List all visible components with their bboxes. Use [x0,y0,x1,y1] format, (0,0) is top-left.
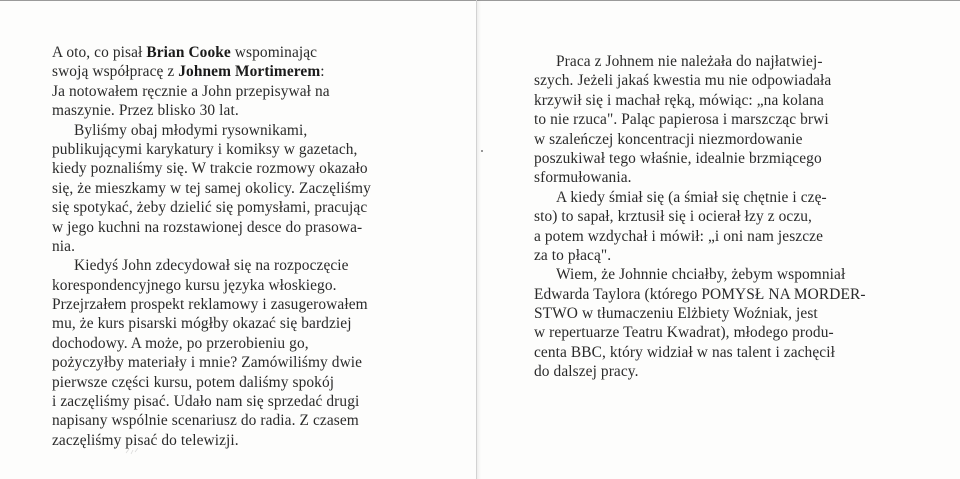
text-run: : [320,63,325,81]
text-line: Ja notowałem ręcznie a John przepisywał na [52,82,330,100]
text-run: swoją współpracę z [52,63,179,81]
text-line: Byliśmy obaj młodymi rysownikami, [74,121,308,139]
text-line [52,62,371,81]
text-line: publikującymi karykatury i komiksy w gazetach, [52,140,358,158]
text-line: korespondencyjnego kursu języka włoskiego. [52,276,337,294]
text-line: szych. Jeżeli jakaś kwestia mu nie odpowiadała [534,72,832,90]
text-line: się, że mieszkamy w tej samej okolicy. Zaczęliśmy [52,179,371,197]
text-line: a potem wzdychał i mówił: „i oni nam jeszcze [534,227,824,245]
text-line: pożyczyłby materiały i mnie? Zamówiliśmy dwie [52,354,363,372]
text-line: sformułowania. [534,169,632,187]
text-line: Kiedyś John zdecydował się na rozpoczęcie [74,257,349,275]
bold-name: Brian Cooke [146,44,231,61]
text-run: wspominając [230,44,318,61]
text-line: sto) to sapał, krztusił się i ocierał łzy z oczu, [534,208,812,226]
text-line: się spotykać, żeby dzielić się pomysłami, pracując [52,199,368,217]
text-line: w repertuarze Teatru Kwadrat), młodego produ- [534,324,834,342]
text-line: w jego kuchni na rozstawionej desce do prasowa- [52,218,363,236]
text-line: to nie rzuca". Paląc papierosa i marszcząc brwi [534,111,829,129]
text-line: i zaczęliśmy pisać. Udało nam się sprzedać drugi [52,393,360,411]
right-page [480,0,960,479]
text-line: zaczęliśmy pisać do telewizji. [52,431,239,449]
paper-speck-icon [125,447,139,455]
text-line: za to płacą". [534,246,612,264]
text-line: STWO w tłumaczeniu Elżbiety Woźniak, jest [534,305,818,323]
text-line: kiedy poznaliśmy się. W trakcie rozmowy okazało [52,160,368,178]
text-line: maszynie. Przez blisko 30 lat. [52,102,239,120]
text-line [52,43,371,62]
text-line: Przejrzałem prospekt reklamowy i zasugerowałem [52,296,368,314]
left-page [0,0,476,479]
text-line: A kiedy śmiał się (a śmiał się chętnie i czę- [556,188,827,206]
text-line: Praca z Johnem nie należała do najłatwiej- [556,53,823,70]
left-page-text [52,43,371,450]
text-line: Edwarda Taylora (którego POMYSŁ NA MORDER- [534,285,866,303]
text-line: pierwsze części kursu, potem daliśmy spokój [52,373,335,391]
right-page-text [534,52,866,382]
bold-name: Johnem Mortimerem [178,63,321,81]
text-line: do dalszej pracy. [534,363,639,381]
text-line: nia. [52,237,76,255]
text-line: poszukiwał tego właśnie, idealnie brzmiącego [534,149,822,167]
text-line: centa BBC, który widział w nas talent i zachęcił [534,343,835,361]
text-line: Wiem, że Johnnie chciałby, żebym wspomniał [556,266,846,284]
text-line: mu, że kurs pisarski mógłby okazać się bardziej [52,315,352,333]
text-run: A oto, co pisał [52,44,147,61]
text-line: w szaleńczej koncentracji niezmordowanie [534,130,803,148]
text-line: krzywił się i machał ręką, mówiąc: „na kolana [534,91,824,109]
text-line: dochodowy. A może, po przerobieniu go, [52,334,309,352]
text-line: napisany wspólnie scenariusz do radia. Z czasem [52,412,359,430]
